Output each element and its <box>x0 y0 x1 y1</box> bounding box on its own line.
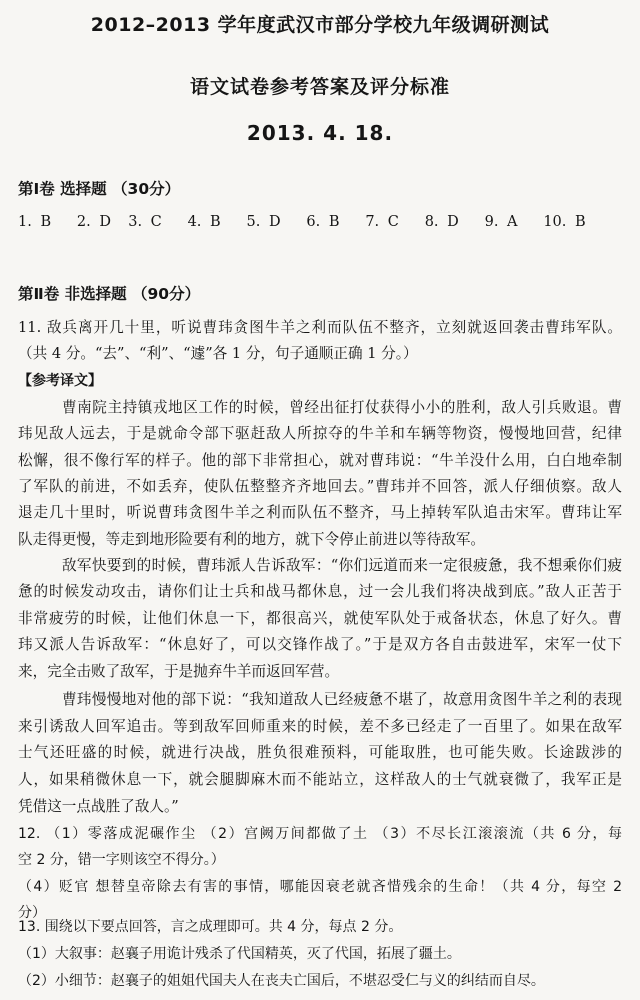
translation-line: 了军队的前进，不如丢弃，使队伍整整齐齐地回去。”曹玮并不回答，派人仔细侦察。敌人 <box>18 478 622 495</box>
translation-line: 人，如果稍微休息一下，就会腿脚麻木而不能站立，这样敌人的士气就衰微了，我军正是 <box>18 771 622 788</box>
q11-answer: 11. 敌兵离开几十里，听说曹玮贪图牛羊之利而队伍不整齐，立刻就返回袭击曹玮军队。 <box>18 319 622 336</box>
q12-scoring-4: 分） <box>18 905 46 921</box>
document-subtitle: 语文试卷参考答案及评分标准 <box>189 76 450 98</box>
q12-scoring: 空 2 分，错一字则该空不得分。） <box>18 852 225 868</box>
translation-line: 队走得更慢，等走到地形险要有利的地方，就下令停止前进以等待敌军。 <box>18 531 486 548</box>
q13-instruction: 13. 围绕以下要点回答，言之成理即可。共 4 分，每点 2 分。 <box>18 919 403 935</box>
choice-answers: 1. B 2. D 3. C 4. B 5. D 6. B 7. C 8. D 9. A 10. B <box>18 214 586 230</box>
translation-label: 【参考译文】 <box>18 373 102 389</box>
translation-line: 士气还旺盛的时候，就进行决战，胜负很难预料，可能取胜，也可能失败。长途跋涉的 <box>18 744 622 761</box>
translation-line: 玮又派人告诉敌军：“休息好了，可以交锋作战了。”于是双方各自击鼓进军，宋军一仗下 <box>18 636 622 653</box>
exam-title: 2012–2013 学年度武汉市部分学校九年级调研测试 <box>90 14 550 36</box>
translation-line: 曹南院主持镇戎地区工作的时候，曾经出征打仗获得小小的胜利，敌人引兵败退。曹 <box>62 399 622 416</box>
translation-line: 来，完全击败了敌军，于是抛弃牛羊而返回军营。 <box>18 663 340 680</box>
translation-line: 惫的时候发动攻击，请你们让士兵和战马都休息，过一会儿我们将决战到底。”敌人正苦于 <box>18 583 622 600</box>
translation-line: 来引诱敌人回军追击。等到敌军回师重来的时候，差不多已经走了一百里了。如果在敌军 <box>18 718 622 735</box>
translation-line: 敌军快要到的时候，曹玮派人告诉敌军：“你们远道而来一定很疲惫，我不想乘你们疲 <box>62 557 622 574</box>
q12-answer-4: （4）贬官 想替皇帝除去有害的事情，哪能因衰老就吝惜残余的生命！（共 4 分，每空 2 <box>18 879 622 895</box>
translation-line: 玮见敌人远去，于是就命令部下驱赶敌人所掠夺的牛羊和车辆等物资，慢慢地回营，纪律 <box>18 425 622 442</box>
translation-line: 非常疲劳的时候，让他们休息一下，都很高兴，就使军队处于戒备状态，休息了好久。曹 <box>18 610 622 627</box>
translation-line: 凭借这一点战胜了敌人。” <box>18 798 179 815</box>
section-1-heading: 第Ⅰ卷 选择题 （30分） <box>18 180 181 198</box>
section-2-heading: 第Ⅱ卷 非选择题 （90分） <box>18 285 201 303</box>
q13-point-1: （1）大叙事：赵襄子用诡计残杀了代国精英，灭了代国，拓展了疆土。 <box>18 946 461 962</box>
q12-answer: 12. （1）零落成泥碾作尘 （2）宫阙万间都做了土 （3）不尽长江滚滚流（共 6 分，每 <box>18 826 622 842</box>
translation-line: 曹玮慢慢地对他的部下说：“我知道敌人已经疲惫不堪了，故意用贪图牛羊之利的表现 <box>62 691 622 708</box>
translation-line: 松懈，很不像行军的样子。他的部下非常担心，就对曹玮说：“牛羊没什么用，白白地牵制 <box>18 452 622 469</box>
q13-point-2: （2）小细节：赵襄子的姐姐代国夫人在丧夫亡国后，不堪忍受仁与义的纠结而自尽。 <box>18 973 545 989</box>
q11-scoring: （共 4 分。“去”、“利”、“遽”各 1 分，句子通顺正确 1 分。） <box>18 345 418 362</box>
translation-line: 退走几十里时，听说曹玮贪图牛羊之利而队伍不整齐，马上掉转军队追击宋军。曹玮让军 <box>18 504 622 521</box>
document-date: 2013. 4. 18. <box>246 121 394 145</box>
